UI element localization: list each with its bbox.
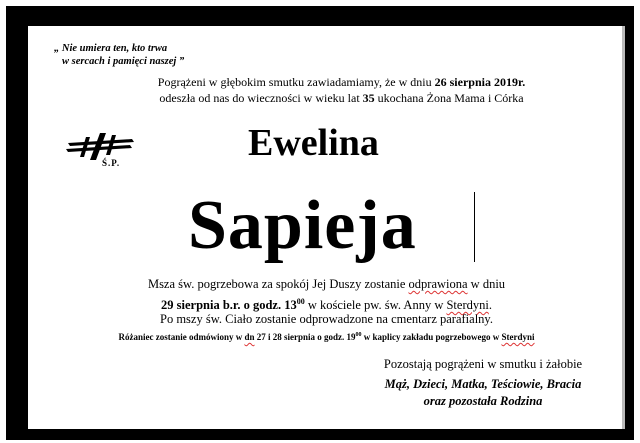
- first-name: Ewelina: [248, 122, 379, 164]
- rosary-text: w kaplicy zakładu pogrzebowego w: [361, 332, 502, 342]
- cross-icon: [66, 133, 136, 161]
- funeral-text: .: [488, 298, 492, 312]
- epitaph-quote: [54, 42, 184, 68]
- funeral-text: w kościele pw. św. Anny w: [304, 298, 447, 312]
- time-minutes: 00: [355, 332, 362, 338]
- spellcheck-word: dn: [244, 332, 255, 342]
- mourners-intro: Pozostają pogrążeni w smutku i żałobie: [383, 357, 583, 371]
- funeral-text: Msza św. pogrzebowa za spokój Jej Duszy zostanie: [147, 277, 409, 291]
- announcement-text: ukochana Żona Mama i Córka: [374, 91, 524, 105]
- surname: Sapieja: [188, 187, 417, 264]
- announcement-text: odeszła od nas do wieczności w wieku lat: [159, 91, 363, 105]
- spellcheck-word: Sterdyni: [501, 332, 535, 342]
- mourners-family: Mąż, Dzieci, Matka, Teściowie, Bracia: [384, 377, 582, 391]
- quote-line-1: „ Nie umiera ten, kto trwa: [54, 43, 168, 54]
- rosary-line: [28, 329, 625, 344]
- death-date: 26 sierpnia 2019r.: [434, 75, 526, 89]
- announcement-text: Pogrążeni w głębokim smutku zawiadamiamy, że w dniu: [157, 75, 435, 89]
- quote-line-2: w sercach i pamięci naszej ”: [62, 56, 185, 67]
- funeral-text: w dniu: [467, 277, 506, 291]
- funeral-date: 29 sierpnia b.r. o godz. 13: [161, 298, 297, 312]
- rosary-text: Różaniec zostanie odmówiony w: [118, 332, 245, 342]
- time-minutes: 00: [296, 297, 305, 306]
- obituary-frame: [6, 6, 634, 440]
- mourners-relatives: oraz pozostała Rodzina: [423, 394, 543, 408]
- spellcheck-word: odprawiona: [408, 277, 468, 291]
- announcement-line-1: [58, 74, 625, 90]
- text-cursor: [474, 192, 475, 262]
- announcement: [28, 74, 625, 106]
- funeral-line-3: Po mszy św. Ciało zostanie odprowadzone na cmentarz parafialny.: [160, 312, 493, 326]
- announcement-line-2: [58, 90, 625, 106]
- obituary-card: [26, 24, 627, 431]
- sp-label: Ś.P.: [102, 158, 121, 168]
- rosary-text: 27 i 28 sierpnia o godz. 19: [254, 332, 356, 342]
- funeral-line-1: [28, 276, 625, 293]
- spellcheck-word: Sterdyni: [446, 298, 489, 312]
- age: 35: [362, 91, 375, 105]
